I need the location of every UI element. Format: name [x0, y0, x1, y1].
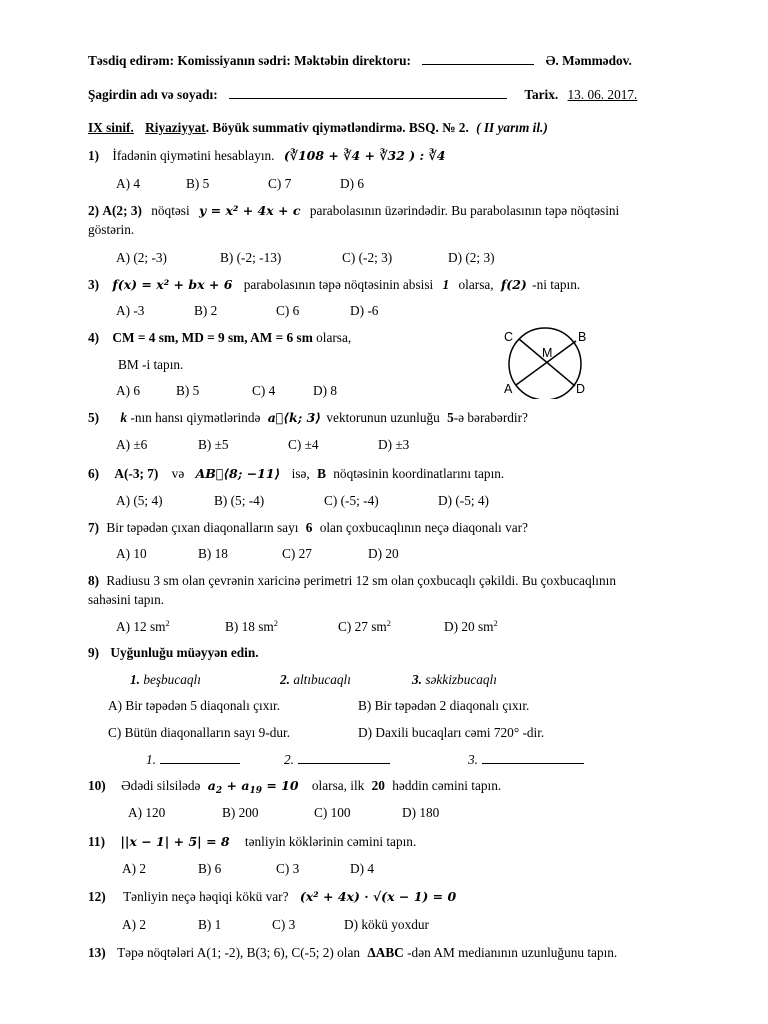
option-a[interactable]: A) (5; 4)	[116, 493, 163, 508]
question-number: 11)	[88, 834, 105, 849]
equals-value: = 10	[261, 778, 299, 793]
question-text: olarsa,	[316, 330, 352, 345]
question-text-cont: sahəsini tapın.	[88, 592, 165, 607]
question-number: 6)	[88, 466, 100, 481]
shape-number: 3.	[412, 672, 422, 687]
question-text: həddin cəmini tapın.	[392, 778, 502, 793]
option-d[interactable]: D) 8	[313, 383, 338, 398]
question-1	[88, 148, 445, 164]
question-number: 4)	[88, 330, 100, 345]
shape-name: beşbucaqlı	[143, 672, 201, 687]
shape-2	[280, 672, 351, 688]
subject-label: Riyaziyyat	[145, 120, 206, 135]
question-text: Bir təpədən çıxan diaqonalların sayı	[106, 520, 299, 535]
point-b: B	[317, 466, 326, 481]
option-b[interactable]: B) (-2; -13)	[220, 250, 282, 265]
title-rest: . Böyük summativ qiymətləndirmə. BSQ. № 2.	[205, 120, 469, 135]
question-text: parabolasının üzərindədir. Bu parabolasının təpə nöqtəsini	[309, 203, 620, 218]
question-number: 13)	[88, 945, 106, 960]
question-text: -ni tapın.	[532, 277, 581, 292]
question-text: olan çoxbucaqlının neçə diaqonalı var?	[319, 520, 528, 535]
vector-ab: AB⃗⟨8; −11⟩	[195, 466, 281, 481]
label-a: A	[504, 382, 513, 396]
option-a[interactable]: A) ±6	[116, 437, 148, 452]
question-number: 12)	[88, 889, 106, 904]
option-d[interactable]: D) 4	[350, 861, 375, 876]
question-text-cont: göstərin.	[88, 222, 135, 237]
question-text: İfadənin qiymətini hesablayın.	[112, 148, 275, 163]
director-name: Ə. Məmmədov.	[545, 53, 632, 68]
label-m: M	[542, 346, 553, 360]
question-number: 1)	[88, 148, 100, 163]
shape-number: 1.	[130, 672, 140, 687]
option-a[interactable]: A) 120	[128, 805, 166, 820]
math-expression: f(x) = x² + bx + 6	[112, 277, 233, 292]
variable-k: k	[120, 410, 128, 425]
math-expression: ||x − 1| + 5| = 8	[120, 834, 230, 849]
question-text: -dən AM medianının uzunluğunu tapın.	[407, 945, 618, 960]
statement-a: A) Bir təpədən 5 diaqonalı çıxır.	[108, 698, 281, 713]
question-number: 9)	[88, 645, 100, 660]
answer-blank[interactable]	[482, 751, 584, 764]
math-expression: y = x² + 4x + c	[199, 203, 301, 218]
question-6	[88, 466, 504, 482]
answer-1[interactable]	[146, 751, 240, 768]
option-c[interactable]: C) 100	[314, 805, 351, 820]
option-c[interactable]: C) ±4	[288, 437, 319, 452]
question-text: Radiusu 3 sm olan çevrənin xaricinə perimetri 12 sm olan çoxbucaqlı çəkildi. Bu çoxbucaqlının	[106, 573, 616, 588]
option-a[interactable]: A) 6	[116, 383, 141, 398]
option-a[interactable]: A) 10	[116, 546, 147, 561]
label-d: D	[576, 382, 586, 396]
question-text: -nın hansı qiymətlərində	[130, 410, 261, 425]
question-text: tənliyin köklərinin cəmini tapın.	[244, 834, 417, 849]
option-c[interactable]: C) 6	[276, 303, 300, 318]
question-7	[88, 520, 528, 536]
option-c[interactable]: C) 4	[252, 383, 276, 398]
question-number: 8)	[88, 573, 100, 588]
question-text: olarsa,	[458, 277, 494, 292]
half-year-label: ( II yarım il.)	[476, 120, 548, 135]
question-9	[88, 645, 259, 661]
question-number: 3)	[88, 277, 100, 292]
question-5	[88, 410, 528, 426]
option-c[interactable]: C) 3	[272, 917, 296, 932]
option-d[interactable]: D) 180	[402, 805, 440, 820]
student-label: Şagirdin adı və soyadı:	[88, 87, 218, 102]
question-8	[88, 573, 616, 589]
option-d[interactable]: D) -6	[350, 303, 379, 318]
student-line	[88, 86, 637, 103]
term-count: 20	[371, 778, 385, 793]
option-b[interactable]: B) ±5	[198, 437, 229, 452]
question-text: isə,	[291, 466, 310, 481]
question-number: 5)	[88, 410, 100, 425]
question-2	[88, 203, 619, 219]
option-c[interactable]: C) 3	[276, 861, 300, 876]
student-name-blank	[229, 86, 507, 99]
f-of-2: f(2)	[500, 277, 527, 292]
option-b[interactable]	[225, 618, 278, 635]
question-text: nöqtəsinin koordinatlarını tapın.	[333, 466, 505, 481]
option-a[interactable]	[116, 618, 170, 635]
option-c[interactable]	[338, 618, 391, 635]
point-a: A(-3; 7)	[114, 466, 159, 481]
point-a: A(2; 3)	[102, 203, 142, 218]
answer-3[interactable]	[468, 751, 584, 768]
question-text: nöqtəsi	[151, 203, 190, 218]
approval-text: Təsdiq edirəm: Komissiyanın sədri: Məktəbin direktoru:	[88, 53, 411, 68]
term-plus-a: + a	[222, 778, 250, 793]
term-a: a	[207, 778, 216, 793]
question-number: 10)	[88, 778, 106, 793]
question-text: Tənliyin neçə həqiqi kökü var?	[123, 889, 289, 904]
option-d[interactable]: D) (-5; 4)	[438, 493, 489, 508]
grade-label: IX sinif.	[88, 120, 134, 135]
option-d[interactable]	[444, 618, 498, 635]
option-b[interactable]: B) 5	[176, 383, 200, 398]
question-text: vektorunun uzunluğu	[326, 410, 440, 425]
triangle-abc: ΔABC	[367, 945, 404, 960]
math-expression	[207, 778, 299, 796]
option-label: A) 12 sm	[116, 619, 166, 634]
option-d[interactable]: D) ±3	[378, 437, 410, 452]
question-4	[88, 330, 351, 346]
question-number: 7)	[88, 520, 100, 535]
option-c[interactable]: C) 27	[282, 546, 312, 561]
date-value: 13. 06. 2017.	[567, 87, 638, 102]
statement-b: B) Bir təpədən 2 diaqonalı çıxır.	[358, 698, 530, 713]
shape-1	[130, 672, 201, 688]
option-b[interactable]: B) 6	[198, 861, 222, 876]
answer-blank[interactable]	[298, 751, 390, 764]
exam-title	[88, 120, 548, 136]
option-b[interactable]: B) 18	[198, 546, 228, 561]
answer-2[interactable]	[284, 751, 390, 768]
math-expression: (x² + 4x) · √(x − 1) = 0	[299, 889, 457, 904]
signature-blank	[422, 52, 534, 65]
given-values: CM = 4 sm, MD = 9 sm, AM = 6 sm	[112, 330, 313, 345]
option-a[interactable]: A) 4	[116, 176, 141, 191]
vector-a: a⃗⟨k; 3⟩	[267, 410, 322, 425]
length-value: 5	[447, 410, 454, 425]
question-11	[88, 834, 416, 850]
approval-line	[88, 52, 632, 69]
subscript: 19	[249, 786, 262, 796]
option-d[interactable]: D) 6	[340, 176, 365, 191]
question-text: Ədədi silsilədə	[121, 778, 201, 793]
option-b[interactable]: B) 2	[194, 303, 218, 318]
option-d[interactable]: D) 20	[368, 546, 399, 561]
option-c[interactable]: C) (-5; -4)	[324, 493, 379, 508]
option-a[interactable]: A) 2	[122, 861, 147, 876]
option-c[interactable]: C) (-2; 3)	[342, 250, 393, 265]
question-text: olarsa, ilk	[311, 778, 365, 793]
math-expression: (∛108 + ∛4 + ∛32 ) : ∛4	[283, 148, 446, 163]
question-text: Təpə nöqtələri A(1; -2), B(3; 6), C(-5; 2) olan	[117, 945, 361, 960]
question-12	[88, 889, 456, 905]
option-b[interactable]: B) 5	[186, 176, 210, 191]
circle-chord-diagram	[498, 327, 598, 399]
option-label: C) 27 sm	[338, 619, 387, 634]
question-text: və	[171, 466, 185, 481]
exponent: 2	[273, 618, 279, 628]
exponent: 2	[386, 618, 392, 628]
subscript: 2	[215, 786, 223, 796]
diagonal-count: 6	[305, 520, 313, 535]
question-13	[88, 945, 617, 961]
statement-d: D) Daxili bucaqları cəmi 720° -dir.	[358, 725, 545, 740]
option-label: B) 18 sm	[225, 619, 274, 634]
question-title: Uyğunluğu müəyyən edin.	[110, 645, 259, 660]
exponent: 2	[493, 618, 498, 628]
label-c: C	[504, 330, 514, 344]
shape-number: 2.	[280, 672, 290, 687]
question-number: 2)	[88, 203, 100, 218]
option-c[interactable]: C) 7	[268, 176, 292, 191]
date-label: Tarix.	[524, 87, 559, 102]
answer-number: 1.	[146, 752, 156, 767]
option-a[interactable]: A) (2; -3)	[116, 250, 167, 265]
shape-name: altıbucaqlı	[293, 672, 351, 687]
exponent: 2	[165, 618, 170, 628]
option-a[interactable]: A) 2	[122, 917, 147, 932]
answer-number: 3.	[468, 752, 478, 767]
shape-3	[412, 672, 497, 688]
option-b[interactable]: B) (5; -4)	[214, 493, 265, 508]
answer-number: 2.	[284, 752, 294, 767]
option-d[interactable]: D) kökü yoxdur	[344, 917, 429, 932]
answer-blank[interactable]	[160, 751, 240, 764]
question-text: parabolasının təpə nöqtəsinin absisi	[243, 277, 434, 292]
option-d[interactable]: D) (2; 3)	[448, 250, 495, 265]
statement-c: C) Bütün diaqonalların sayı 9-dur.	[108, 725, 291, 740]
shape-name: səkkizbucaqlı	[425, 672, 497, 687]
vertex-abscissa: 1	[442, 277, 450, 292]
option-b[interactable]: B) 200	[222, 805, 259, 820]
question-10	[88, 778, 501, 799]
option-label: D) 20 sm	[444, 619, 494, 634]
question-3	[88, 277, 580, 293]
question-text-cont: BM -i tapın.	[118, 357, 184, 372]
label-b: B	[578, 330, 587, 344]
question-text: -ə bərabərdir?	[453, 410, 528, 425]
option-b[interactable]: B) 1	[198, 917, 222, 932]
option-a[interactable]: A) -3	[116, 303, 145, 318]
